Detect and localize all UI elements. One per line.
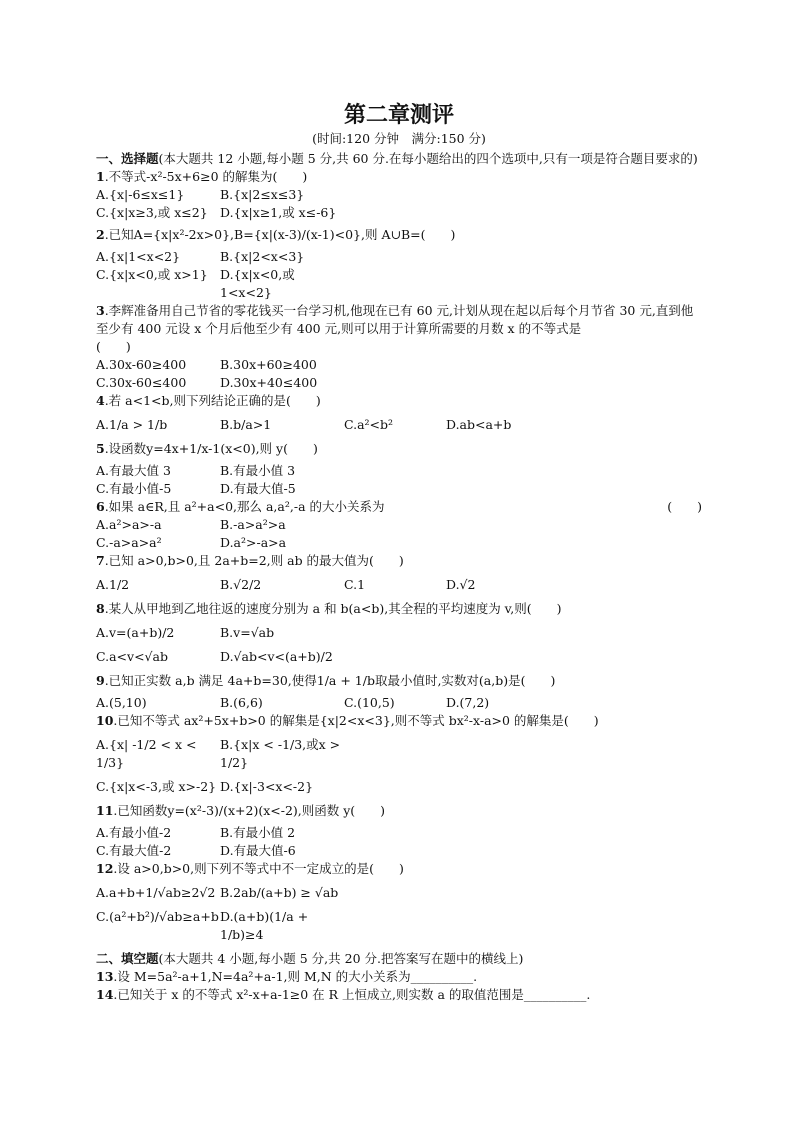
options-3b — [96, 374, 702, 392]
question-number: 7 — [96, 553, 105, 568]
options-8 — [96, 624, 702, 642]
option-c: C.{x|x<-3,或 x>-2} — [96, 779, 217, 794]
option-d: D.30x+40≤400 — [220, 375, 318, 390]
option-d: D.有最大值-6 — [220, 843, 296, 858]
question-3 — [96, 302, 702, 338]
question-number: 4 — [96, 393, 105, 408]
question-stem: .不等式-x²-5x+6≥0 的解集为( ) — [104, 169, 308, 184]
question-10 — [96, 712, 702, 730]
option-a: A.(5,10) — [96, 695, 147, 710]
question-number: 10 — [96, 713, 114, 728]
option-d: D.{x|x<0,或 1<x<2} — [220, 267, 295, 300]
option-c: C.{x|x<0,或 x>1} — [96, 267, 208, 282]
option-c: C.有最大值-2 — [96, 843, 172, 858]
options-10b — [96, 778, 702, 796]
section-choice-heading — [96, 150, 702, 168]
question-stem: .已知函数y=(x²-3)/(x+2)(x<-2),则函数 y( ) — [113, 803, 386, 818]
option-d: D.(7,2) — [446, 695, 490, 710]
option-c: C.a<v<√ab — [96, 649, 168, 664]
question-number: 11 — [96, 803, 114, 818]
option-b: B.{x|2<x<3} — [220, 249, 305, 264]
question-number: 3 — [96, 303, 105, 318]
option-a: A.{x|-6≤x≤1} — [96, 187, 185, 202]
question-number: 1 — [96, 169, 105, 184]
question-7 — [96, 552, 702, 570]
question-2 — [96, 226, 702, 244]
options-5 — [96, 462, 702, 480]
option-a: A.30x-60≥400 — [96, 357, 187, 372]
option-d: D.有最大值-5 — [220, 481, 296, 496]
question-number: 6 — [96, 499, 105, 514]
options-11b — [96, 842, 702, 860]
option-b: B.√2/2 — [220, 577, 262, 592]
question-6 — [96, 498, 702, 516]
document-page — [96, 100, 702, 1004]
question-number: 2 — [96, 227, 105, 242]
section-choice-label: 一、选择题 — [96, 151, 159, 166]
question-1 — [96, 168, 702, 186]
option-a: A.有最小值-2 — [96, 825, 172, 840]
section-fill-heading — [96, 950, 702, 968]
question-stem: .某人从甲地到乙地往返的速度分别为 a 和 b(a<b),其全程的平均速度为 v,则( ) — [104, 601, 562, 616]
option-b: B.有最小值 2 — [220, 825, 296, 840]
question-stem: .设 a>0,b>0,则下列不等式中不一定成立的是( ) — [113, 861, 404, 876]
question-number: 5 — [96, 441, 105, 456]
question-stem: .已知不等式 ax²+5x+b>0 的解集是{x|2<x<3},则不等式 bx²-x-a>0 的解集是( ) — [113, 713, 599, 728]
options-3 — [96, 356, 702, 374]
question-number: 9 — [96, 673, 105, 688]
option-c: C.{x|x≥3,或 x≤2} — [96, 205, 208, 220]
options-7 — [96, 576, 702, 594]
option-a: A.1/2 — [96, 577, 130, 592]
option-d: D.ab<a+b — [446, 417, 512, 432]
option-b: B.2ab/(a+b) ≥ √ab — [220, 885, 339, 900]
question-number: 14 — [96, 987, 114, 1002]
question-9 — [96, 672, 702, 690]
question-stem: .已知关于 x 的不等式 x²-x+a-1≥0 在 R 上恒成立,则实数 a 的取值范围是__________. — [113, 987, 591, 1002]
question-3-tail: ( ) — [96, 339, 131, 354]
option-b: B.有最小值 3 — [220, 463, 296, 478]
option-c: C.(10,5) — [344, 695, 395, 710]
option-c: C.(a²+b²)/√ab≥a+b — [96, 909, 219, 924]
option-b: B.v=√ab — [220, 625, 275, 640]
question-number: 13 — [96, 969, 114, 984]
options-11 — [96, 824, 702, 842]
options-10 — [96, 736, 702, 772]
option-b: B.(6,6) — [220, 695, 263, 710]
question-8 — [96, 600, 702, 618]
option-c: C.有最小值-5 — [96, 481, 172, 496]
option-b: B.30x+60≥400 — [220, 357, 317, 372]
option-b: B.{x|2≤x≤3} — [220, 187, 305, 202]
page-subtitle: (时间:120 分钟 满分:150 分) — [312, 131, 486, 146]
question-number: 8 — [96, 601, 105, 616]
option-b: B.-a>a²>a — [220, 517, 286, 532]
question-11 — [96, 802, 702, 820]
option-d: D.{x|-3<x<-2} — [220, 779, 314, 794]
options-2 — [96, 248, 702, 266]
options-1 — [96, 186, 702, 204]
options-8b — [96, 648, 702, 666]
answer-paren: ( ) — [667, 499, 702, 514]
page-title: 第二章测评 — [343, 102, 454, 128]
question-stem: .若 a<1<b,则下列结论正确的是( ) — [104, 393, 321, 408]
option-a: A.有最大值 3 — [96, 463, 171, 478]
question-13 — [96, 968, 702, 986]
option-d: D.√2 — [446, 577, 476, 592]
question-stem: .李辉准备用自己节省的零花钱买一台学习机,他现在已有 60 元,计划从现在起以后每个月节省 30 元,直到他至少有 400 元设 x 个月后他至少有 400 元,则可以用于计算所需要的月数 x 的不等式是 — [96, 303, 694, 336]
options-12 — [96, 884, 702, 902]
question-12 — [96, 860, 702, 878]
question-4 — [96, 392, 702, 410]
question-stem: .如果 a∈R,且 a²+a<0,那么 a,a²,-a 的大小关系为 — [104, 499, 385, 514]
option-c: C.30x-60≤400 — [96, 375, 187, 390]
section-fill-label: 二、填空题 — [96, 951, 159, 966]
option-a: A.a²>a>-a — [96, 517, 162, 532]
options-2b — [96, 266, 702, 302]
options-6 — [96, 516, 702, 534]
question-stem: .已知 a>0,b>0,且 2a+b=2,则 ab 的最大值为( ) — [104, 553, 404, 568]
section-fill-desc: (本大题共 4 小题,每小题 5 分,共 20 分.把答案写在题中的横线上) — [158, 951, 524, 966]
option-d: D.a²>-a>a — [220, 535, 287, 550]
option-d: D.(a+b)(1/a + 1/b)≥4 — [220, 909, 309, 942]
options-1b — [96, 204, 702, 222]
question-stem: .已知正实数 a,b 满足 4a+b=30,使得1/a + 1/b取最小值时,实数对(a,b)是( ) — [104, 673, 556, 688]
options-4 — [96, 416, 702, 434]
option-c: C.-a>a>a² — [96, 535, 162, 550]
option-b: B.b/a>1 — [220, 417, 272, 432]
option-d: D.√ab<v<(a+b)/2 — [220, 649, 333, 664]
question-stem: .设函数y=4x+1/x-1(x<0),则 y( ) — [104, 441, 318, 456]
question-stem: .已知A={x|x²-2x>0},B={x|(x-3)/(x-1)<0},则 A∪B=( ) — [104, 227, 456, 242]
section-choice-desc: (本大题共 12 小题,每小题 5 分,共 60 分.在每小题给出的四个选项中,只有一项是符合题目要求的) — [158, 151, 698, 166]
option-a: A.v=(a+b)/2 — [96, 625, 175, 640]
options-5b — [96, 480, 702, 498]
option-a: A.a+b+1/√ab≥2√2 — [96, 885, 216, 900]
option-c: C.a²<b² — [344, 417, 394, 432]
option-a: A.{x|1<x<2} — [96, 249, 181, 264]
option-c: C.1 — [344, 577, 366, 592]
option-a: A.1/a > 1/b — [96, 417, 168, 432]
question-stem: .设 M=5a²-a+1,N=4a²+a-1,则 M,N 的大小关系为__________. — [113, 969, 478, 984]
question-5 — [96, 440, 702, 458]
option-b: B.{x|x < -1/3,或x > 1/2} — [220, 737, 341, 770]
question-14 — [96, 986, 702, 1004]
options-6b — [96, 534, 702, 552]
option-a: A.{x| -1/2 < x < 1/3} — [96, 737, 197, 770]
options-9 — [96, 694, 702, 712]
options-12b — [96, 908, 702, 944]
option-d: D.{x|x≥1,或 x≤-6} — [220, 205, 337, 220]
question-number: 12 — [96, 861, 114, 876]
